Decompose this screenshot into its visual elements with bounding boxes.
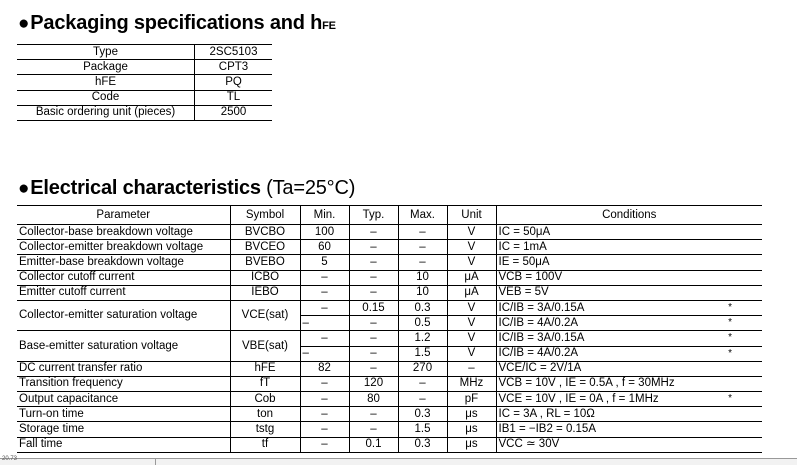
conditions-text: IC/IB = 3A/0.15A [498, 331, 585, 344]
parameter-cell: Collector cutoff current [17, 270, 230, 285]
conditions-text: IC/IB = 4A/0.2A [498, 347, 579, 360]
max-cell: 0.3 [398, 407, 447, 422]
unit-cell: μs [447, 437, 496, 452]
typ-cell: – [349, 225, 398, 240]
table-row [17, 392, 762, 407]
min-cell: – [300, 285, 349, 300]
min-cell: – [300, 316, 349, 331]
conditions-text: VCE/IC = 2V/1A [498, 362, 582, 375]
unit-cell: V [447, 240, 496, 255]
max-cell: 10 [398, 270, 447, 285]
conditions-cell [496, 407, 762, 422]
min-cell: 5 [300, 255, 349, 270]
min-cell: – [300, 422, 349, 437]
table-row [17, 270, 762, 285]
table-row [17, 240, 762, 255]
table-row [17, 422, 762, 437]
max-cell: 1.5 [398, 346, 447, 361]
electrical-heading [18, 177, 355, 200]
parameter-cell: Turn-on time [17, 407, 230, 422]
unit-cell: μA [447, 285, 496, 300]
unit-cell: V [447, 225, 496, 240]
conditions-text: IC = 50μA [498, 225, 551, 238]
footnote-mark: * [728, 332, 732, 344]
conditions-cell [496, 240, 762, 255]
min-cell: 60 [300, 240, 349, 255]
unit-cell: V [447, 316, 496, 331]
conditions-cell [496, 392, 762, 407]
packaging-label: hFE [17, 75, 195, 90]
symbol-cell: tf [230, 437, 300, 452]
parameter-cell: Output capacitance [17, 392, 230, 407]
max-cell: 1.2 [398, 331, 447, 346]
min-cell: – [300, 331, 349, 346]
table-row [17, 407, 762, 422]
header-symbol: Symbol [230, 206, 300, 225]
typ-cell: – [349, 407, 398, 422]
header-conditions: Conditions [496, 206, 762, 225]
conditions-text: VEB = 5V [498, 286, 549, 299]
conditions-text: IC = 1mA [498, 240, 547, 253]
symbol-cell: ICBO [230, 270, 300, 285]
max-cell: – [398, 392, 447, 407]
unit-cell: μA [447, 270, 496, 285]
conditions-text: IB1 = −IB2 = 0.15A [498, 423, 597, 436]
conditions-text: VCB = 100V [498, 271, 563, 284]
symbol-cell: VBE(sat) [230, 331, 300, 361]
min-cell: – [300, 300, 349, 315]
typ-cell: – [349, 316, 398, 331]
conditions-cell [496, 285, 762, 300]
packaging-label: Package [17, 60, 195, 75]
parameter-cell: Storage time [17, 422, 230, 437]
max-cell: 1.5 [398, 422, 447, 437]
table-row [17, 376, 762, 391]
packaging-title-sub: FE [322, 20, 336, 32]
header-max: Max. [398, 206, 447, 225]
max-cell: – [398, 376, 447, 391]
typ-cell: 0.1 [349, 437, 398, 452]
symbol-cell: BVCBO [230, 225, 300, 240]
symbol-cell: BVEBO [230, 255, 300, 270]
min-cell: – [300, 392, 349, 407]
symbol-cell: BVCEO [230, 240, 300, 255]
symbol-cell: ton [230, 407, 300, 422]
packaging-label: Code [17, 90, 195, 105]
conditions-cell [496, 255, 762, 270]
max-cell: 0.5 [398, 316, 447, 331]
max-cell: 10 [398, 285, 447, 300]
footnote-mark: * [728, 393, 732, 405]
table-row [17, 300, 762, 315]
typ-cell: – [349, 346, 398, 361]
conditions-cell [496, 316, 762, 331]
min-cell: 82 [300, 361, 349, 376]
parameter-cell: Transition frequency [17, 376, 230, 391]
symbol-cell: tstg [230, 422, 300, 437]
electrical-characteristics-table [17, 205, 762, 453]
packaging-row [17, 75, 272, 90]
parameter-cell: Fall time [17, 437, 230, 452]
table-row [17, 225, 762, 240]
min-cell: – [300, 270, 349, 285]
conditions-cell [496, 270, 762, 285]
symbol-cell: IEBO [230, 285, 300, 300]
conditions-text: VCB = 10V , IE = 0.5A , f = 30MHz [498, 377, 675, 390]
conditions-cell [496, 346, 762, 361]
symbol-cell: fT [230, 376, 300, 391]
footnote-mark: * [728, 301, 732, 313]
typ-cell: – [349, 240, 398, 255]
typ-cell: 0.15 [349, 300, 398, 315]
packaging-value: 2SC5103 [195, 45, 273, 60]
typ-cell: – [349, 361, 398, 376]
typ-cell: – [349, 422, 398, 437]
unit-cell: V [447, 331, 496, 346]
typ-cell: – [349, 331, 398, 346]
bullet-icon: ● [18, 13, 30, 34]
unit-cell: μs [447, 422, 496, 437]
electrical-title: Electrical characteristics [30, 177, 261, 199]
page-number: 20.73 [2, 456, 18, 462]
parameter-cell: Base-emitter saturation voltage [17, 331, 230, 361]
bullet-icon: ● [18, 178, 30, 199]
conditions-text: IC = 3A , RL = 10Ω [498, 407, 595, 420]
packaging-title: Packaging specifications and h [30, 12, 323, 34]
typ-cell: 120 [349, 376, 398, 391]
max-cell: 0.3 [398, 300, 447, 315]
header-parameter: Parameter [17, 206, 230, 225]
packaging-value: 2500 [195, 105, 273, 120]
conditions-cell [496, 300, 762, 315]
conditions-cell [496, 361, 762, 376]
symbol-cell: VCE(sat) [230, 300, 300, 330]
electrical-title-condition: (Ta=25°C) [266, 177, 356, 199]
packaging-heading [18, 12, 336, 35]
packaging-label: Type [17, 45, 195, 60]
table-row [17, 437, 762, 452]
header-min: Min. [300, 206, 349, 225]
header-typ: Typ. [349, 206, 398, 225]
typ-cell: – [349, 285, 398, 300]
packaging-label: Basic ordering unit (pieces) [17, 105, 195, 120]
unit-cell: MHz [447, 376, 496, 391]
packaging-row [17, 90, 272, 105]
conditions-text: IC/IB = 3A/0.15A [498, 301, 585, 314]
packaging-table [17, 44, 272, 121]
table-row [17, 285, 762, 300]
conditions-cell [496, 331, 762, 346]
unit-cell: V [447, 300, 496, 315]
min-cell: – [300, 346, 349, 361]
conditions-cell [496, 437, 762, 452]
conditions-cell [496, 225, 762, 240]
typ-cell: – [349, 255, 398, 270]
min-cell: 100 [300, 225, 349, 240]
min-cell: – [300, 407, 349, 422]
max-cell: – [398, 225, 447, 240]
packaging-value: CPT3 [195, 60, 273, 75]
min-cell: – [300, 437, 349, 452]
conditions-cell [496, 376, 762, 391]
footer-divider [155, 459, 156, 465]
packaging-value: TL [195, 90, 273, 105]
max-cell: – [398, 240, 447, 255]
parameter-cell: DC current transfer ratio [17, 361, 230, 376]
table-row [17, 255, 762, 270]
conditions-text: VCC ≃ 30V [498, 438, 560, 451]
unit-cell: V [447, 346, 496, 361]
unit-cell: μs [447, 407, 496, 422]
packaging-value: PQ [195, 75, 273, 90]
packaging-row [17, 45, 272, 60]
unit-cell: V [447, 255, 496, 270]
parameter-cell: Emitter-base breakdown voltage [17, 255, 230, 270]
typ-cell: 80 [349, 392, 398, 407]
packaging-row [17, 105, 272, 120]
footnote-mark: * [728, 317, 732, 329]
conditions-cell [496, 422, 762, 437]
packaging-row [17, 60, 272, 75]
symbol-cell: Cob [230, 392, 300, 407]
footnote-mark: * [728, 347, 732, 359]
conditions-text: VCE = 10V , IE = 0A , f = 1MHz [498, 392, 659, 405]
table-row [17, 331, 762, 346]
parameter-cell: Collector-base breakdown voltage [17, 225, 230, 240]
max-cell: – [398, 255, 447, 270]
max-cell: 0.3 [398, 437, 447, 452]
typ-cell: – [349, 270, 398, 285]
conditions-text: IC/IB = 4A/0.2A [498, 316, 579, 329]
max-cell: 270 [398, 361, 447, 376]
parameter-cell: Collector-emitter breakdown voltage [17, 240, 230, 255]
symbol-cell: hFE [230, 361, 300, 376]
unit-cell: pF [447, 392, 496, 407]
parameter-cell: Collector-emitter saturation voltage [17, 300, 230, 330]
table-row [17, 361, 762, 376]
unit-cell: – [447, 361, 496, 376]
table-header-row [17, 206, 762, 225]
header-unit: Unit [447, 206, 496, 225]
conditions-text: IE = 50μA [498, 255, 550, 268]
min-cell: – [300, 376, 349, 391]
parameter-cell: Emitter cutoff current [17, 285, 230, 300]
